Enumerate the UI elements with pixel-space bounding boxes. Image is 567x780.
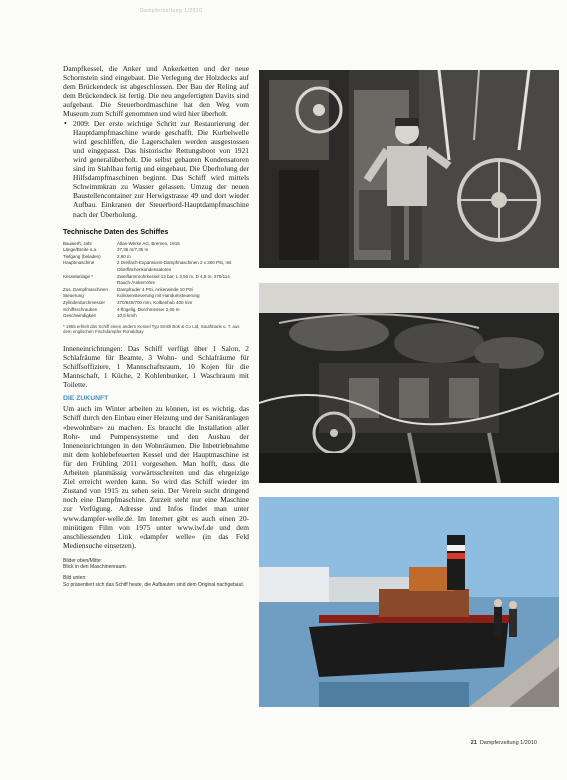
tech-key: Hauptmaschine bbox=[63, 260, 95, 266]
ship-photo bbox=[259, 497, 559, 707]
tech-value: Atlas-Werke AG, Bremen, 1915 bbox=[117, 240, 180, 246]
tech-value: Dampfruder 4 PSi, Ankerwinde 10 PSi bbox=[117, 286, 194, 292]
tech-row bbox=[63, 260, 249, 273]
tech-row bbox=[63, 293, 249, 300]
bullet-2009: • 2009: Der erste wichtige Schritt zur Restaurierung der Hauptdampfmaschine wurde geschafft. Die Kurbelwelle wird geschliffen, die Lagerschalen werden ausgestossen und eingepasst. Das historische Rettungsboot von 1921 wird generalüberholt. Die selbst gebauten Kondensatoren sind im Stahlbau fertig und eingebaut. Die Überholung der Hilfsdampfmaschinen beginnt. Das Schiff wird mittels Schwimmkran zu Wasser gelassen. Umzug der neuen Baustellencontainer zur Herwigstrasse 49 und dort wieder Aufbau. Einkranen der Steuerbord-Hauptdampfmaschine nach der Überholung. bbox=[63, 119, 249, 219]
tech-value: 370/640/700 mm, Kolbenhub 400 mm bbox=[117, 299, 193, 305]
caption-bottom-label: Bild unten: bbox=[63, 575, 87, 582]
tech-value: Kulissensteuerung mit Handumsteuerung bbox=[117, 293, 200, 299]
tech-row bbox=[63, 313, 249, 320]
tech-key: Kesselanlage * bbox=[63, 273, 94, 279]
tech-value: 37,36 m/7,35 m bbox=[117, 247, 149, 253]
tech-key: Zylinderdurchmesser bbox=[63, 299, 106, 305]
tech-value: 4-flügelig, Durchmesser 2,05 m bbox=[117, 306, 180, 312]
caption-top-label: Bilder oben/Mitte: bbox=[63, 557, 102, 564]
tech-heading: Technische Daten des Schiffes bbox=[63, 226, 169, 236]
caption-bottom-text: So präsentiert sich das Schiff heute, die Aufbauten sind dem Original nachgebaut. bbox=[63, 581, 245, 588]
interior-paragraph: Inneneinrichtungen: Das Schiff verfügt über 1 Salon, 2 Schlafräume für Beamte, 3 Wohn- und Schlafräume für Schiffsoffiziere, 1 Mannschaftsraum, 10 Kojen für die Mannschaft, 1 Küche, 2 Kohlenbunker, 1 Waschraum mit Toilette. bbox=[63, 343, 249, 390]
tech-value: 2 Dreifach-Expansions-Dampfmaschinen 2 x 300 PSi, mit Oberflächenkondensatoren bbox=[117, 260, 232, 272]
tech-table bbox=[63, 241, 249, 320]
tech-key: Tiefgang (beladen) bbox=[63, 253, 101, 259]
zukunft-paragraph: Um auch im Winter arbeiten zu können, ist es wichtig, das Schiff durch den Einbau einer Heizung und der Sanitäranlagen «bewohnbar» zu machen. Es braucht die Installation aller Rohr- und Pumpensysteme und den Ausbau der Inneneinrichtungen in den Wohnräumen. Die Inbetriebnahme mit dem kohlebefeuerten Kessel und der Hauptmaschine ist für den Frühling 2011 vorgesehen. Man hofft, dass die Arbeiten planmässig vorwärtsschreiten und das ehrgeizige Ziel erreicht werden kann. So wird das Schiff wieder im Zustand von 1915 zu sehen sein. Der Verein sucht dringend noch eine Dampfmaschine. Zurzeit steht nur eine Maschine zur Verfügung. Adresse und Infos findet man unter www.dampfer-welle.de. Im Internet gibt es auch einen 20-minütigen Film von 1975 unter www.iwf.de und dem anschliessenden Link «dampfer welle» (in das Feld Mediensuche einsetzen). bbox=[63, 404, 249, 550]
tech-footnote: * 1955 erhielt das Schiff einen andern Kessel Typ Smith Bok & Co Ltd, Sauthbank u. T. aus dem englischen Fischdampfer Ronaldsay bbox=[63, 323, 240, 335]
text-column bbox=[63, 64, 249, 588]
tech-key: Schiffsschrauben bbox=[63, 306, 98, 312]
tech-row bbox=[63, 307, 249, 314]
page-footer bbox=[471, 740, 537, 746]
tech-value: Zweiflammrohrkessel 13 bar, L 3,50 m, D 4,5 m, 270/114 Rauch-/Ankerrohre bbox=[117, 273, 230, 286]
engine-room-photo-middle bbox=[259, 283, 559, 483]
tech-key: Länge/Breite ü.a. bbox=[63, 247, 98, 253]
engine-room-photo-top bbox=[259, 70, 559, 268]
tech-row bbox=[63, 247, 249, 254]
caption-top-text: Blick in den Maschinenraum. bbox=[63, 564, 127, 571]
tech-key: Zus. Dampfmaschinen bbox=[63, 286, 109, 292]
tech-row bbox=[63, 300, 249, 307]
zukunft-heading: DIE ZUKUNFT bbox=[63, 395, 109, 403]
tech-row bbox=[63, 254, 249, 261]
tech-row bbox=[63, 241, 249, 248]
intro-paragraph: Dampfkessel, die Anker und Ankerketten und der neue Schornstein sind eingebaut. Die Verlegung der Holzdecks auf dem Brückendeck ist abgeschlossen. Der Bau der Reling auf dem Brückendeck ist fertig. Die neu angefertigten Davits sind aufgebaut. Die Steuerbordmaschine hat den Weg vom Museum zum Schiff genommen und wird hier überholt. bbox=[63, 64, 249, 119]
tech-value: 2,90 m bbox=[117, 253, 131, 259]
caption-top bbox=[63, 558, 249, 571]
caption-bottom bbox=[63, 575, 249, 588]
footer-magazine: Dampferzeitung 1/2010 bbox=[479, 740, 537, 746]
page-number: 21 bbox=[470, 740, 477, 746]
tech-value: 10,5 km/h bbox=[117, 313, 137, 319]
running-header: Dampferzeitung 1/2010 bbox=[140, 8, 203, 14]
tech-row bbox=[63, 274, 249, 287]
tech-key: Steuerung bbox=[63, 293, 84, 299]
tech-key: Bauwerft, Jahr bbox=[63, 240, 93, 246]
tech-key: Geschwindigkeit bbox=[63, 313, 96, 319]
tech-row bbox=[63, 287, 249, 294]
